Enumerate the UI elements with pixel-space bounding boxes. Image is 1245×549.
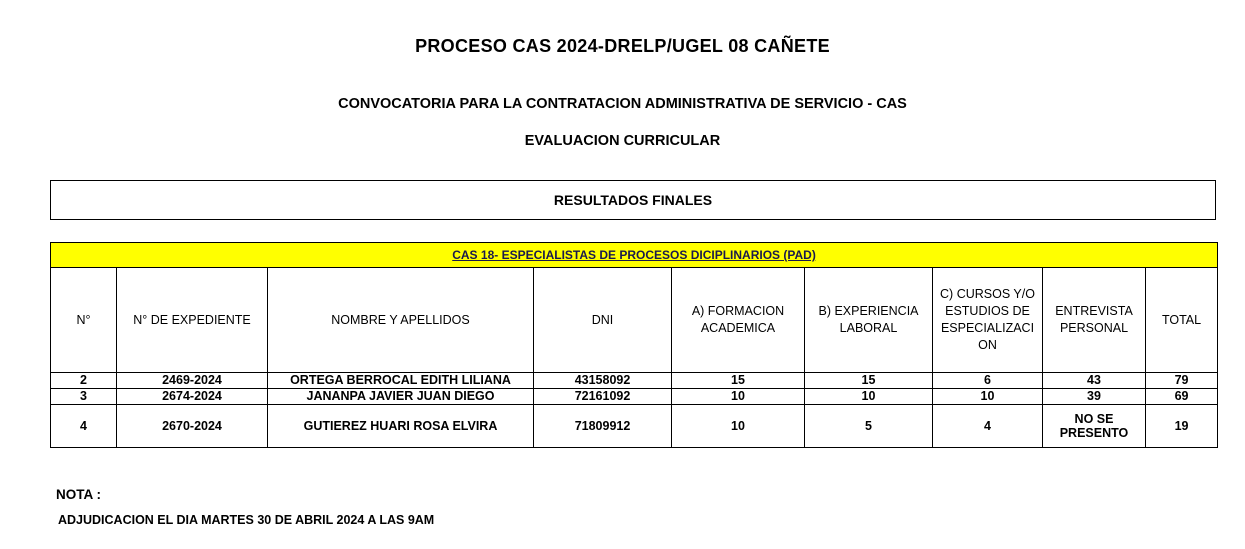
col-header-expediente: N° DE EXPEDIENTE (117, 268, 268, 373)
cell-nombre: ORTEGA BERROCAL EDITH LILIANA (268, 373, 534, 389)
cell-cursos: 6 (933, 373, 1043, 389)
cell-entrevista: 43 (1043, 373, 1146, 389)
cell-expediente: 2469-2024 (117, 373, 268, 389)
table-row (51, 405, 1218, 448)
cell-total: 19 (1146, 405, 1218, 448)
cell-n: 4 (51, 405, 117, 448)
cell-expediente: 2670-2024 (117, 405, 268, 448)
cell-cursos: 4 (933, 405, 1043, 448)
table-caption: CAS 18- ESPECIALISTAS DE PROCESOS DICIPLINARIOS (PAD) (51, 243, 1218, 268)
col-header-dni: DNI (534, 268, 672, 373)
page-title: PROCESO CAS 2024-DRELP/UGEL 08 CAÑETE (415, 36, 830, 56)
note-label: NOTA : (56, 487, 101, 502)
results-table (50, 242, 1218, 448)
cell-experiencia: 15 (805, 373, 933, 389)
note-text: ADJUDICACION EL DIA MARTES 30 DE ABRIL 2024 A LAS 9AM (58, 513, 435, 527)
cell-n: 2 (51, 373, 117, 389)
cell-nombre: GUTIEREZ HUARI ROSA ELVIRA (268, 405, 534, 448)
col-header-entrevista: ENTREVISTA PERSONAL (1043, 268, 1146, 373)
section-title: EVALUACION CURRICULAR (524, 133, 721, 149)
results-banner (50, 180, 1216, 220)
cell-nombre: JANANPA JAVIER JUAN DIEGO (268, 389, 534, 405)
page-subtitle: CONVOCATORIA PARA LA CONTRATACION ADMINISTRATIVA DE SERVICIO - CAS (338, 96, 907, 112)
cell-dni: 43158092 (534, 373, 672, 389)
cell-formacion: 10 (672, 389, 805, 405)
cell-experiencia: 5 (805, 405, 933, 448)
cell-total: 79 (1146, 373, 1218, 389)
table-row (51, 389, 1218, 405)
col-header-nombre: NOMBRE Y APELLIDOS (268, 268, 534, 373)
col-header-formacion: A) FORMACION ACADEMICA (672, 268, 805, 373)
col-header-n: N° (51, 268, 117, 373)
col-header-cursos: C) CURSOS Y/O ESTUDIOS DE ESPECIALIZACI ON (933, 268, 1043, 373)
results-label: RESULTADOS FINALES (553, 192, 713, 208)
cell-dni: 72161092 (534, 389, 672, 405)
cell-formacion: 15 (672, 373, 805, 389)
cell-cursos: 10 (933, 389, 1043, 405)
cell-n: 3 (51, 389, 117, 405)
cell-dni: 71809912 (534, 405, 672, 448)
cell-total: 69 (1146, 389, 1218, 405)
col-header-total: TOTAL (1146, 268, 1218, 373)
cell-experiencia: 10 (805, 389, 933, 405)
cell-expediente: 2674-2024 (117, 389, 268, 405)
cell-entrevista: 39 (1043, 389, 1146, 405)
cell-formacion: 10 (672, 405, 805, 448)
col-header-experiencia: B) EXPERIENCIA LABORAL (805, 268, 933, 373)
table-row (51, 373, 1218, 389)
cell-entrevista: NO SE PRESENTO (1043, 405, 1146, 448)
table-header-row (51, 268, 1218, 373)
